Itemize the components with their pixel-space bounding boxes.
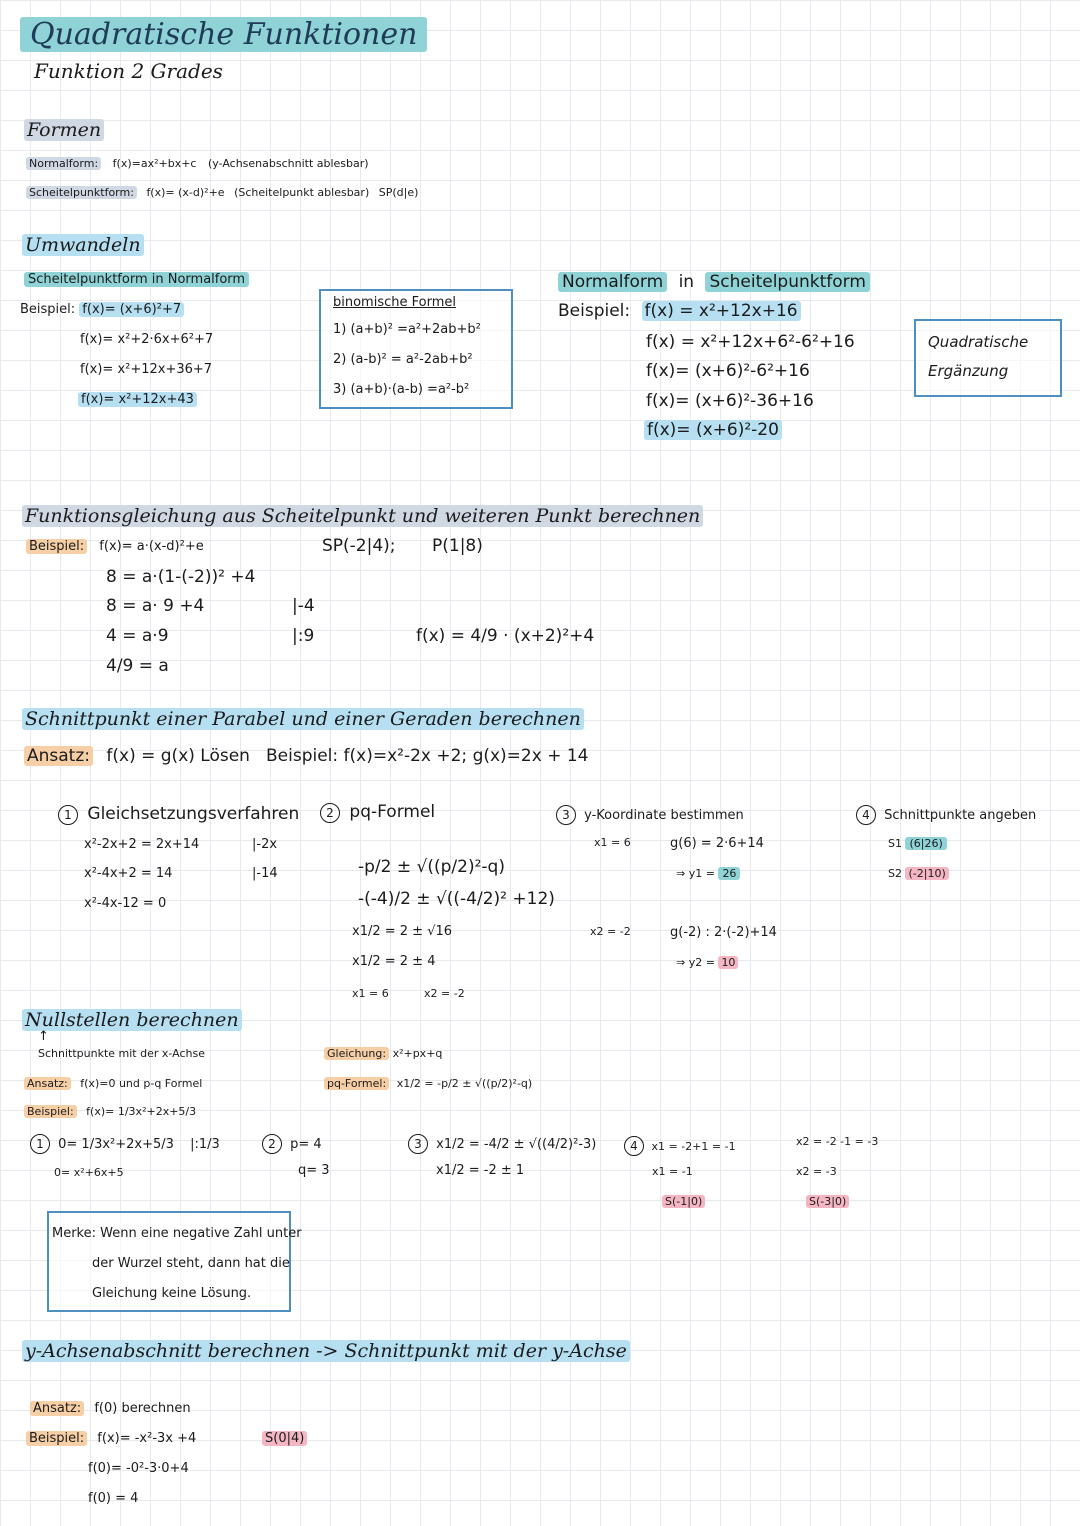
umwandeln-left-title <box>24 273 249 287</box>
right-line-2: f(x)= (x+6)²-6²+16 <box>646 361 810 381</box>
right-title-b: Scheitelpunktform <box>705 272 869 292</box>
right-line-1: f(x) = x²+12x+6²-6²+16 <box>646 332 855 352</box>
page-subtitle: Funktion 2 Grades <box>34 59 223 83</box>
step3-y1-value: 26 <box>718 867 740 880</box>
step2-line-1: -p/2 ± √((p/2)²-q) <box>358 857 505 877</box>
umwandeln-left-example <box>20 303 184 317</box>
right-example-expr: f(x) = x²+12x+16 <box>642 301 801 321</box>
merke-line-2: der Wurzel steht, dann hat die <box>92 1256 290 1271</box>
step2-line-3: x1/2 = 2 ± √16 <box>352 924 453 939</box>
quadratic-completion-box <box>914 319 1062 397</box>
schnittpunkt-heading-text: Schnittpunkt einer Parabel und einer Geraden berechnen <box>22 708 584 730</box>
nullstellen-subline: Schnittpunkte mit der x-Achse <box>38 1047 205 1060</box>
completion-line-2: Ergänzung <box>928 362 1009 380</box>
formen-heading <box>24 120 104 141</box>
ns-step3-number: 3 <box>408 1134 428 1154</box>
step4-s1-value: (6|26) <box>905 837 946 850</box>
ns-step3-line1-text: x1/2 = -4/2 ± √((4/2)²-3) <box>436 1137 597 1152</box>
ns-beispiel-label: Beispiel: <box>24 1105 77 1118</box>
ns-step2-number: 2 <box>262 1134 282 1154</box>
scheitelform-row <box>26 187 418 199</box>
ns-step4-x2b: x2 = -3 <box>796 1165 837 1178</box>
left-example-label: Beispiel: <box>20 302 76 317</box>
scheitelform-sp: SP(d|e) <box>378 186 419 199</box>
right-line-4-text: f(x)= (x+6)²-20 <box>644 420 782 440</box>
step1-line-1: x²-2x+2 = 2x+14 <box>84 837 200 852</box>
ns-step2-p-text: p= 4 <box>290 1137 322 1152</box>
umwandeln-heading-text: Umwandeln <box>22 234 144 256</box>
ns-step2-q: q= 3 <box>298 1163 330 1178</box>
fg-example <box>26 540 204 554</box>
ns-step4-s1 <box>662 1196 705 1208</box>
ns-step4-number: 4 <box>624 1136 644 1156</box>
normalform-row <box>26 158 369 170</box>
ns-step1-number: 1 <box>30 1134 50 1154</box>
ns-step1-line1 <box>30 1134 220 1154</box>
nullstellen-arrow: ↑ <box>38 1029 49 1044</box>
step3-x2: x2 = -2 <box>590 925 631 938</box>
ya-result-text: S(0|4) <box>262 1431 307 1446</box>
yachse-heading <box>22 1341 630 1362</box>
step1-title <box>58 805 299 825</box>
step4-s1-row <box>888 838 947 850</box>
step3-g2: g(-2) : 2·(-2)+14 <box>670 925 777 940</box>
umwandeln-heading <box>22 235 144 256</box>
ns-step4-s1-text: S(-1|0) <box>662 1195 705 1208</box>
ya-ansatz-text: f(0) berechnen <box>94 1401 191 1416</box>
fg-example-expr: f(x)= a·(x-d)²+e <box>99 539 204 554</box>
step2-number: 2 <box>320 803 340 823</box>
left-line-3-text: f(x)= x²+12x+43 <box>78 392 197 407</box>
sp-ansatz <box>24 747 250 766</box>
ns-step4-x2a: x2 = -2 -1 = -3 <box>796 1135 879 1148</box>
left-line-2: f(x)= x²+12x+36+7 <box>80 362 213 377</box>
funktionsgleichung-heading <box>22 506 703 527</box>
ns-gleichung <box>324 1048 442 1060</box>
page-title-text: Quadratische Funktionen <box>20 17 427 52</box>
scheitelform-expr: f(x)= (x-d)²+e <box>146 186 225 199</box>
step3-title-text: y-Koordinate bestimmen <box>584 808 744 823</box>
umwandeln-left-title-text: Scheitelpunktform in Normalform <box>24 272 249 287</box>
ns-step1-line2: 0= x²+6x+5 <box>54 1166 124 1179</box>
step1-title-text: Gleichsetzungsverfahren <box>87 804 300 824</box>
ns-step1-line1-text: 0= 1/3x²+2x+5/3 <box>58 1137 174 1152</box>
step4-title <box>856 805 1036 825</box>
ya-result <box>262 1432 307 1446</box>
left-line-1: f(x)= x²+2·6x+6²+7 <box>80 332 214 347</box>
step4-title-text: Schnittpunkte angeben <box>884 808 1037 823</box>
step2-line-4: x1/2 = 2 ± 4 <box>352 954 436 969</box>
ns-ansatz <box>24 1078 202 1090</box>
fg-op-2: |:9 <box>292 626 315 646</box>
nullstellen-heading <box>22 1010 242 1031</box>
ns-gleichung-label: Gleichung: <box>324 1047 389 1060</box>
ns-pq-label: pq-Formel: <box>324 1077 389 1090</box>
step4-s2-row <box>888 868 949 880</box>
ya-beispiel-text: f(x)= -x²-3x +4 <box>97 1431 197 1446</box>
ns-step4-x1a <box>624 1136 736 1156</box>
step3-title <box>556 805 744 825</box>
ns-step4-s2-text: S(-3|0) <box>806 1195 849 1208</box>
step2-title <box>320 803 435 823</box>
umwandeln-right-title <box>558 273 870 292</box>
fg-example-label: Beispiel: <box>26 539 87 554</box>
right-line-3: f(x)= (x+6)²-36+16 <box>646 391 814 411</box>
ya-line-2: f(0) = 4 <box>88 1491 139 1506</box>
step1-line-3: x²-4x-12 = 0 <box>84 896 167 911</box>
schnittpunkt-heading <box>22 709 584 730</box>
step4-s2-label: S2 <box>888 867 902 880</box>
fg-line-3: 4 = a·9 <box>106 626 169 646</box>
ns-step1-op: |:1/3 <box>190 1137 220 1152</box>
formen-heading-text: Formen <box>24 119 104 141</box>
right-title-in: in <box>678 272 695 292</box>
ns-step2-p <box>262 1134 322 1154</box>
ya-beispiel-label: Beispiel: <box>26 1431 87 1446</box>
step3-y2-row <box>676 957 738 969</box>
step4-number: 4 <box>856 805 876 825</box>
step2-title-text: pq-Formel <box>349 802 436 822</box>
binomial-line-2: 2) (a-b)² = a²-2ab+b² <box>333 352 473 367</box>
right-example-label: Beispiel: <box>558 301 631 321</box>
ya-ansatz <box>30 1402 191 1416</box>
step4-s1-label: S1 <box>888 837 902 850</box>
step2-x2: x2 = -2 <box>424 987 465 1000</box>
step3-number: 3 <box>556 805 576 825</box>
ya-line-1: f(0)= -0²-3·0+4 <box>88 1461 189 1476</box>
step1-number: 1 <box>58 805 78 825</box>
funktionsgleichung-heading-text: Funktionsgleichung aus Scheitelpunkt und weiteren Punkt berechnen <box>22 505 703 527</box>
fg-sp: SP(-2|4); <box>322 536 396 556</box>
sp-ansatz-text: f(x) = g(x) Lösen <box>106 746 250 766</box>
step1-op-2: |-14 <box>252 866 278 881</box>
binomial-line-3: 3) (a+b)·(a-b) =a²-b² <box>333 382 470 397</box>
ns-pq <box>324 1078 532 1090</box>
binomial-line-1: 1) (a+b)² =a²+2ab+b² <box>333 322 481 337</box>
left-example-expr: f(x)= (x+6)²+7 <box>79 302 184 317</box>
ya-beispiel <box>26 1432 196 1446</box>
step2-x1: x1 = 6 <box>352 987 389 1000</box>
normalform-label: Normalform: <box>26 157 101 170</box>
ns-ansatz-label: Ansatz: <box>24 1077 71 1090</box>
step3-y2-value: 10 <box>718 956 738 969</box>
step2-line-2: -(-4)/2 ± √((-4/2)² +12) <box>358 889 555 909</box>
completion-line-1: Quadratische <box>928 333 1029 351</box>
binomial-title: binomische Formel <box>333 295 456 310</box>
step3-x1: x1 = 6 <box>594 836 631 849</box>
ns-pq-text: x1/2 = -p/2 ± √((p/2)²-q) <box>396 1077 533 1090</box>
step3-y1-row <box>676 868 740 880</box>
step4-s2-value: (-2|10) <box>905 867 948 880</box>
fg-op-1: |-4 <box>292 596 315 616</box>
merke-line-1: Merke: Wenn eine negative Zahl unter <box>52 1226 302 1241</box>
yachse-heading-text: y-Achsenabschnitt berechnen -> Schnittpunkt mit der y-Achse <box>22 1340 630 1362</box>
sp-beispiel: Beispiel: f(x)=x²-2x +2; g(x)=2x + 14 <box>266 746 589 766</box>
ns-ansatz-text: f(x)=0 und p-q Formel <box>80 1077 203 1090</box>
sp-ansatz-label: Ansatz: <box>24 746 93 766</box>
step1-op-1: |-2x <box>252 837 278 852</box>
right-title-a: Normalform <box>558 272 667 292</box>
scheitelform-label: Scheitelpunktform: <box>26 186 137 199</box>
right-line-4 <box>644 421 782 440</box>
ns-beispiel-text: f(x)= 1/3x²+2x+5/3 <box>86 1105 197 1118</box>
ya-ansatz-label: Ansatz: <box>30 1401 84 1416</box>
fg-p: P(1|8) <box>432 536 483 556</box>
ns-step4-x1a-text: x1 = -2+1 = -1 <box>651 1140 736 1153</box>
step1-line-2: x²-4x+2 = 14 <box>84 866 173 881</box>
normalform-expr: f(x)=ax²+bx+c <box>112 157 197 170</box>
step3-y2-prefix: ⇒ y2 = <box>676 956 715 969</box>
ns-step3-line2: x1/2 = -2 ± 1 <box>436 1163 525 1178</box>
scheitelform-note: (Scheitelpunkt ablesbar) <box>234 186 370 199</box>
ns-step4-x1b: x1 = -1 <box>652 1165 693 1178</box>
left-line-3 <box>78 393 197 407</box>
ns-step4-s2 <box>806 1196 849 1208</box>
ns-step3-line1 <box>408 1134 596 1154</box>
ns-beispiel <box>24 1106 196 1118</box>
ns-gleichung-text: x²+px+q <box>392 1047 443 1060</box>
fg-result: f(x) = 4/9 · (x+2)²+4 <box>416 626 595 646</box>
step3-g1: g(6) = 2·6+14 <box>670 836 764 851</box>
umwandeln-right-example <box>558 302 801 321</box>
step3-y1-prefix: ⇒ y1 = <box>676 867 715 880</box>
fg-line-4: 4/9 = a <box>106 656 169 676</box>
fg-line-1: 8 = a·(1-(-2))² +4 <box>106 567 256 587</box>
page-title <box>20 18 427 51</box>
merke-line-3: Gleichung keine Lösung. <box>92 1286 252 1301</box>
normalform-note: (y-Achsenabschnitt ablesbar) <box>207 157 369 170</box>
fg-line-2: 8 = a· 9 +4 <box>106 596 205 616</box>
nullstellen-heading-text: Nullstellen berechnen <box>22 1009 242 1031</box>
